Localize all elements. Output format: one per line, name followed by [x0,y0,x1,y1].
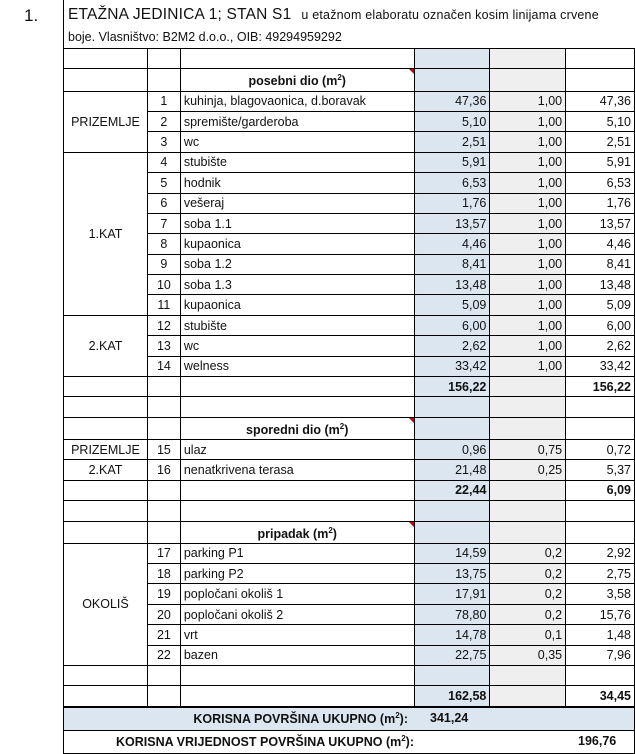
empty-cell [180,686,414,706]
pripadak-total-row [64,686,635,706]
empty-cell [490,501,566,521]
room-index: 16 [147,460,180,480]
empty-cell [147,49,180,69]
table-row [64,564,635,584]
room-area: 78,80 [414,604,490,624]
room-index: 12 [147,315,180,335]
room-area: 5,91 [414,152,490,172]
empty-cell [64,49,148,69]
room-value: 1,48 [566,625,635,645]
room-coefficient: 1,00 [490,132,566,152]
empty-cell [414,397,490,417]
room-name: parking P2 [180,564,414,584]
room-name: soba 1.3 [180,275,414,295]
empty-cell [147,480,180,500]
room-coefficient: 0,1 [490,625,566,645]
table-row [64,152,635,172]
room-value: 2,51 [566,132,635,152]
empty-cell [180,480,414,500]
room-area: 47,36 [414,91,490,111]
room-area: 5,09 [414,295,490,315]
room-coefficient: 0,2 [490,564,566,584]
room-coefficient: 1,00 [490,356,566,376]
sporedni-header-row [64,417,635,439]
empty-cell [64,377,148,397]
level-label: OKOLIŠ [64,543,148,665]
room-index: 17 [147,543,180,563]
table-row [64,604,635,624]
empty-cell [180,377,414,397]
unit-title-box [63,0,635,49]
pripadak-header-row [64,521,635,543]
room-area: 21,48 [414,460,490,480]
room-name: popločani okoliš 1 [180,584,414,604]
unit-title [68,6,599,24]
empty-cell [414,501,490,521]
empty-cell [490,521,566,543]
room-value: 2,75 [566,564,635,584]
room-name: vrt [180,625,414,645]
room-index: 10 [147,275,180,295]
table-row [64,336,635,356]
empty-cell [414,69,490,91]
room-name: wc [180,336,414,356]
empty-cell [180,501,414,521]
room-value: 5,37 [566,460,635,480]
item-number: 1. [24,6,39,25]
room-coefficient: 0,2 [490,543,566,563]
empty-cell [566,417,635,439]
room-coefficient: 0,25 [490,460,566,480]
room-area: 6,53 [414,173,490,193]
room-name: stubište [180,315,414,335]
empty-cell [64,521,148,543]
room-value: 5,10 [566,111,635,131]
level-label: 2.KAT [64,460,148,480]
room-index: 20 [147,604,180,624]
room-value: 2,92 [566,543,635,563]
room-index: 19 [147,584,180,604]
empty-cell [490,480,566,500]
room-index: 15 [147,439,180,459]
room-value: 13,48 [566,275,635,295]
table-row [64,91,635,111]
room-index: 8 [147,234,180,254]
room-coefficient: 1,00 [490,234,566,254]
empty-cell [490,666,566,686]
room-name: kuhinja, blagovaonica, d.boravak [180,91,414,111]
room-coefficient: 1,00 [490,315,566,335]
room-area: 6,00 [414,315,490,335]
room-area: 17,91 [414,584,490,604]
empty-cell [180,49,414,69]
room-value: 33,42 [566,356,635,376]
empty-cell [147,666,180,686]
room-name: parking P1 [180,543,414,563]
table-row [64,625,635,645]
room-value: 3,58 [566,584,635,604]
room-index: 18 [147,564,180,584]
spacer-row [64,666,635,686]
room-value: 5,09 [566,295,635,315]
sporedni-total-row [64,480,635,500]
room-area: 4,46 [414,234,490,254]
table-row [64,460,635,480]
room-index: 7 [147,213,180,233]
room-area: 13,48 [414,275,490,295]
room-coefficient: 1,00 [490,111,566,131]
room-index: 21 [147,625,180,645]
room-index: 6 [147,193,180,213]
room-name: stubište [180,152,414,172]
room-coefficient: 0,75 [490,439,566,459]
empty-cell [566,49,635,69]
room-name: bazen [180,645,414,665]
spacer-row [64,501,635,521]
level-label: 1.KAT [64,152,148,315]
table-row [64,213,635,233]
room-area: 33,42 [414,356,490,376]
korisna-povrsina-value: 341,24 [430,711,469,725]
room-index: 9 [147,254,180,274]
pripadak-total-value: 34,45 [566,686,635,706]
room-value: 15,76 [566,604,635,624]
empty-cell [64,397,148,417]
empty-cell [490,417,566,439]
sporedni-total-area: 22,44 [414,480,490,500]
room-value: 7,96 [566,645,635,665]
empty-cell [490,377,566,397]
spacer-row [64,49,635,69]
room-area: 1,76 [414,193,490,213]
empty-cell [64,666,148,686]
area-table [63,48,635,727]
room-value: 4,46 [566,234,635,254]
empty-cell [490,686,566,706]
posebni-total-area: 156,22 [414,377,490,397]
posebni-section-title: posebni dio $(m^2)$ [180,69,414,91]
unit-title-suffix: u etažnom elaboratu označen kosim linijama crvene [301,8,599,22]
room-value: 2,62 [566,336,635,356]
room-coefficient: 1,00 [490,275,566,295]
empty-cell [566,521,635,543]
room-index: 14 [147,356,180,376]
korisna-povrsina-row [63,707,635,731]
empty-cell [64,417,148,439]
room-index: 2 [147,111,180,131]
room-value: 5,91 [566,152,635,172]
table-row [64,645,635,665]
ownership-line: boje. Vlasništvo: B2M2 d.o.o., OIB: 49294959292 [68,30,342,44]
korisna-vrijednost-label: KORISNA VRIJEDNOST POVRŠINA UKUPNO $(m^2)$: [116,734,414,750]
room-value: 0,72 [566,439,635,459]
empty-cell [414,666,490,686]
table-row [64,295,635,315]
room-value: 47,36 [566,91,635,111]
room-index: 4 [147,152,180,172]
empty-cell [147,501,180,521]
empty-cell [566,666,635,686]
pripadak-section-title: pripadak $(m^2)$ [180,521,414,543]
empty-cell [147,69,180,91]
room-coefficient: 0,2 [490,584,566,604]
empty-cell [490,69,566,91]
room-area: 13,57 [414,213,490,233]
empty-cell [147,686,180,706]
room-name: nenatkrivena terasa [180,460,414,480]
empty-cell [180,397,414,417]
room-coefficient: 1,00 [490,254,566,274]
room-coefficient: 1,00 [490,295,566,315]
room-coefficient: 1,00 [490,336,566,356]
table-row [64,111,635,131]
room-value: 6,53 [566,173,635,193]
room-name: kupaonica [180,295,414,315]
room-value: 6,00 [566,315,635,335]
room-value: 1,76 [566,193,635,213]
empty-cell [490,397,566,417]
level-label: PRIZEMLJE [64,439,148,459]
room-index: 3 [147,132,180,152]
level-label: PRIZEMLJE [64,91,148,152]
room-area: 2,62 [414,336,490,356]
room-area: 0,96 [414,439,490,459]
room-area: 13,75 [414,564,490,584]
empty-cell [64,686,148,706]
table-row [64,254,635,274]
korisna-vrijednost-value: 196,76 [578,734,617,748]
sporedni-total-value: 6,09 [566,480,635,500]
empty-cell [147,417,180,439]
room-value: 8,41 [566,254,635,274]
empty-cell [180,666,414,686]
empty-cell [64,501,148,521]
empty-cell [566,397,635,417]
posebni-total-row [64,377,635,397]
room-name: soba 1.2 [180,254,414,274]
table-row [64,543,635,563]
room-index: 11 [147,295,180,315]
room-area: 14,59 [414,543,490,563]
level-label: 2.KAT [64,315,148,376]
empty-cell [147,377,180,397]
room-area: 14,78 [414,625,490,645]
table-row [64,132,635,152]
room-name: soba 1.1 [180,213,414,233]
room-name: welness [180,356,414,376]
room-name: kupaonica [180,234,414,254]
table-row [64,193,635,213]
room-name: wc [180,132,414,152]
table-row [64,234,635,254]
empty-cell [147,521,180,543]
empty-cell [414,521,490,543]
table-row [64,584,635,604]
table-row [64,315,635,335]
empty-cell [147,397,180,417]
table-row [64,356,635,376]
empty-cell [566,69,635,91]
room-name: ulaz [180,439,414,459]
korisna-povrsina-label: KORISNA POVRŠINA UKUPNO $(m^2)$: [193,711,408,727]
room-coefficient: 1,00 [490,193,566,213]
room-name: popločani okoliš 2 [180,604,414,624]
room-area: 22,75 [414,645,490,665]
room-area: 2,51 [414,132,490,152]
empty-cell [64,69,148,91]
empty-cell [64,480,148,500]
room-coefficient: 1,00 [490,213,566,233]
table-row [64,439,635,459]
room-index: 22 [147,645,180,665]
unit-title-main: ETAŽNA JEDINICA 1; STAN S1 [68,6,292,23]
room-name: hodnik [180,173,414,193]
spacer-row [64,397,635,417]
room-index: 5 [147,173,180,193]
room-coefficient: 1,00 [490,152,566,172]
empty-cell [490,49,566,69]
totals [63,707,635,754]
room-area: 5,10 [414,111,490,131]
room-coefficient: 0,2 [490,604,566,624]
room-coefficient: 1,00 [490,91,566,111]
empty-cell [414,417,490,439]
sporedni-section-title: sporedni dio $(m^2)$ [180,417,414,439]
pripadak-total-area: 162,58 [414,686,490,706]
room-index: 1 [147,91,180,111]
empty-cell [414,49,490,69]
room-coefficient: 0,35 [490,645,566,665]
room-area: 8,41 [414,254,490,274]
posebni-header-row [64,69,635,91]
room-name: vešeraj [180,193,414,213]
room-value: 13,57 [566,213,635,233]
room-name: spremište/garderoba [180,111,414,131]
table-row [64,275,635,295]
empty-cell [566,501,635,521]
posebni-total-value: 156,22 [566,377,635,397]
room-coefficient: 1,00 [490,173,566,193]
table-row [64,173,635,193]
korisna-vrijednost-row [63,731,635,754]
room-index: 13 [147,336,180,356]
